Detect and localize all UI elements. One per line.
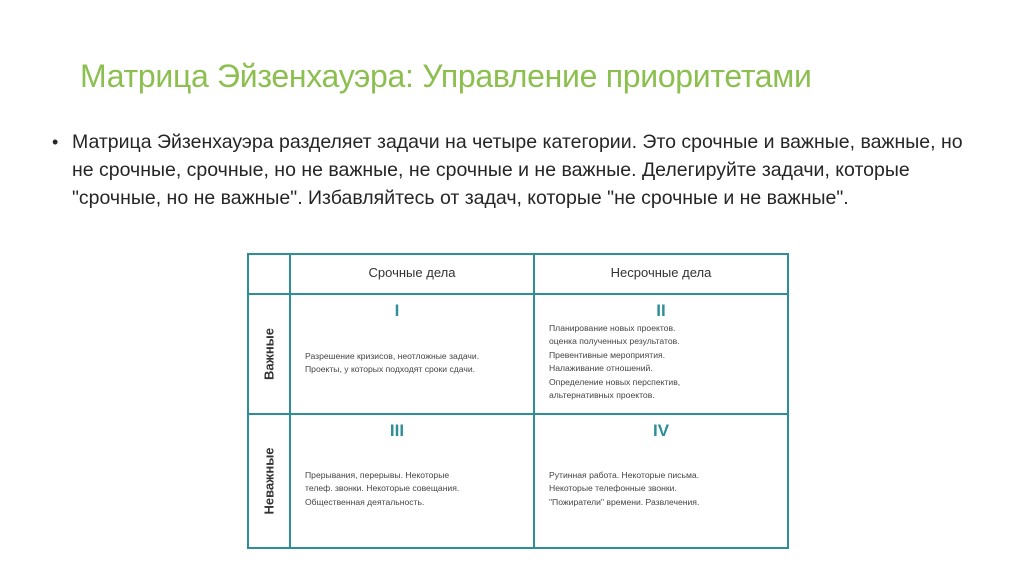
quadrant-line: Рутинная работа. Некоторые письма.	[549, 470, 700, 480]
quadrant-line: Разрешение кризисов, неотложные задачи.	[305, 351, 480, 361]
quadrant-line: Превентивные мероприятия.	[549, 349, 666, 360]
body-paragraph: Матрица Эйзенхауэра разделяет задачи на четыре категории. Это срочные и важные, важные, но не срочные, срочные, но не важные, не срочные и не важные. Делегируйте задачи, которые "срочные, но не важные". Избавляйтесь от задач, которые "не срочные и не важные".	[72, 131, 963, 209]
eisenhower-matrix	[247, 253, 789, 549]
slide-body	[52, 128, 972, 212]
quadrant-line: Планирование новых проектов.	[549, 323, 676, 333]
quadrant-numeral: III	[389, 421, 405, 440]
quadrant-line: Прерывания, перерывы. Некоторые	[305, 470, 450, 480]
column-header-not-urgent: Несрочные дела	[610, 265, 712, 280]
quadrant-line: телеф. звонки. Некоторые совещания.	[305, 483, 460, 494]
quadrant-text-4	[549, 469, 699, 509]
quadrant-line: Общественная деятальность.	[305, 496, 425, 507]
quadrant-text-1	[305, 350, 479, 377]
grid-line	[249, 413, 787, 415]
row-header-important	[249, 295, 289, 413]
quadrant-numeral: II	[656, 301, 666, 320]
row-header-label: Важные	[261, 327, 277, 381]
grid-line	[533, 255, 535, 547]
quadrant-line: Проекты, у которых подходят сроки сдачи.	[305, 364, 476, 375]
quadrant-line: Некоторые телефонные звонки.	[549, 483, 677, 494]
grid-line	[289, 255, 291, 547]
quadrant-line: "Пожиратели" времени. Развлечения.	[549, 496, 700, 507]
quadrant-line: альтернативных проектов.	[549, 390, 655, 401]
quadrant-numeral: IV	[652, 421, 670, 440]
quadrant-line: Определение новых перспектив,	[549, 376, 681, 387]
quadrant-line: Налаживание отношений.	[549, 363, 653, 374]
slide-title: Матрица Эйзенхауэра: Управление приоритетами	[80, 58, 812, 94]
column-header-urgent: Срочные дела	[368, 265, 456, 280]
quadrant-text-2	[549, 322, 680, 402]
quadrant-text-3	[305, 469, 459, 509]
grid-line	[249, 293, 787, 295]
quadrant-numeral: I	[394, 301, 400, 320]
row-header-label: Неважные	[261, 447, 277, 515]
bullet-icon: •	[52, 132, 59, 152]
row-header-not-important	[249, 415, 289, 547]
quadrant-line: оценка полученных результатов.	[549, 336, 680, 347]
